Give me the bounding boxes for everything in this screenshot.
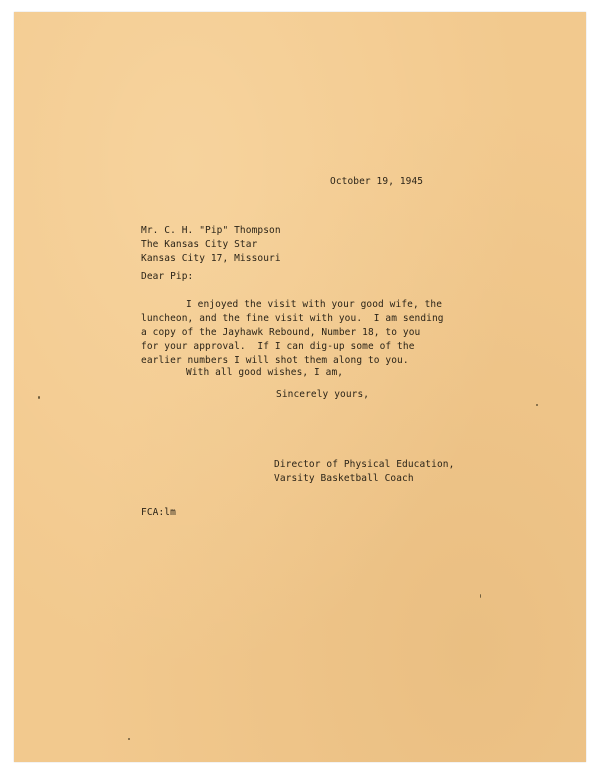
letter-page [14, 12, 586, 762]
recipient-name-line: Mr. C. H. "Pip" Thompson [141, 225, 281, 236]
body-line: for your approval. If I can dig-up some of the [141, 341, 415, 352]
paper-speck [480, 594, 481, 598]
salutation: Dear Pip: [141, 271, 194, 282]
reference-initials: FCA:lm [141, 507, 176, 518]
body-line: luncheon, and the fine visit with you. I am sending [141, 313, 444, 324]
signature-title-line: Director of Physical Education, [274, 459, 455, 470]
body-line: I enjoyed the visit with your good wife, the [186, 299, 443, 310]
paper-speck [536, 404, 538, 406]
paper-speck [38, 396, 40, 399]
closing-wishes: With all good wishes, I am, [186, 367, 344, 378]
paper-speck [128, 738, 130, 740]
recipient-address [141, 224, 281, 266]
body-line: a copy of the Jayhawk Rebound, Number 18, to you [141, 327, 421, 338]
signature-role-line: Varsity Basketball Coach [274, 473, 414, 484]
recipient-city-line: Kansas City 17, Missouri [141, 253, 281, 264]
complimentary-close: Sincerely yours, [276, 389, 370, 400]
letter-date: October 19, 1945 [330, 176, 424, 187]
letter-body [141, 298, 444, 368]
signature-block [274, 458, 454, 486]
recipient-organization-line: The Kansas City Star [141, 239, 258, 250]
body-line: earlier numbers I will shot them along to you. [141, 355, 409, 366]
